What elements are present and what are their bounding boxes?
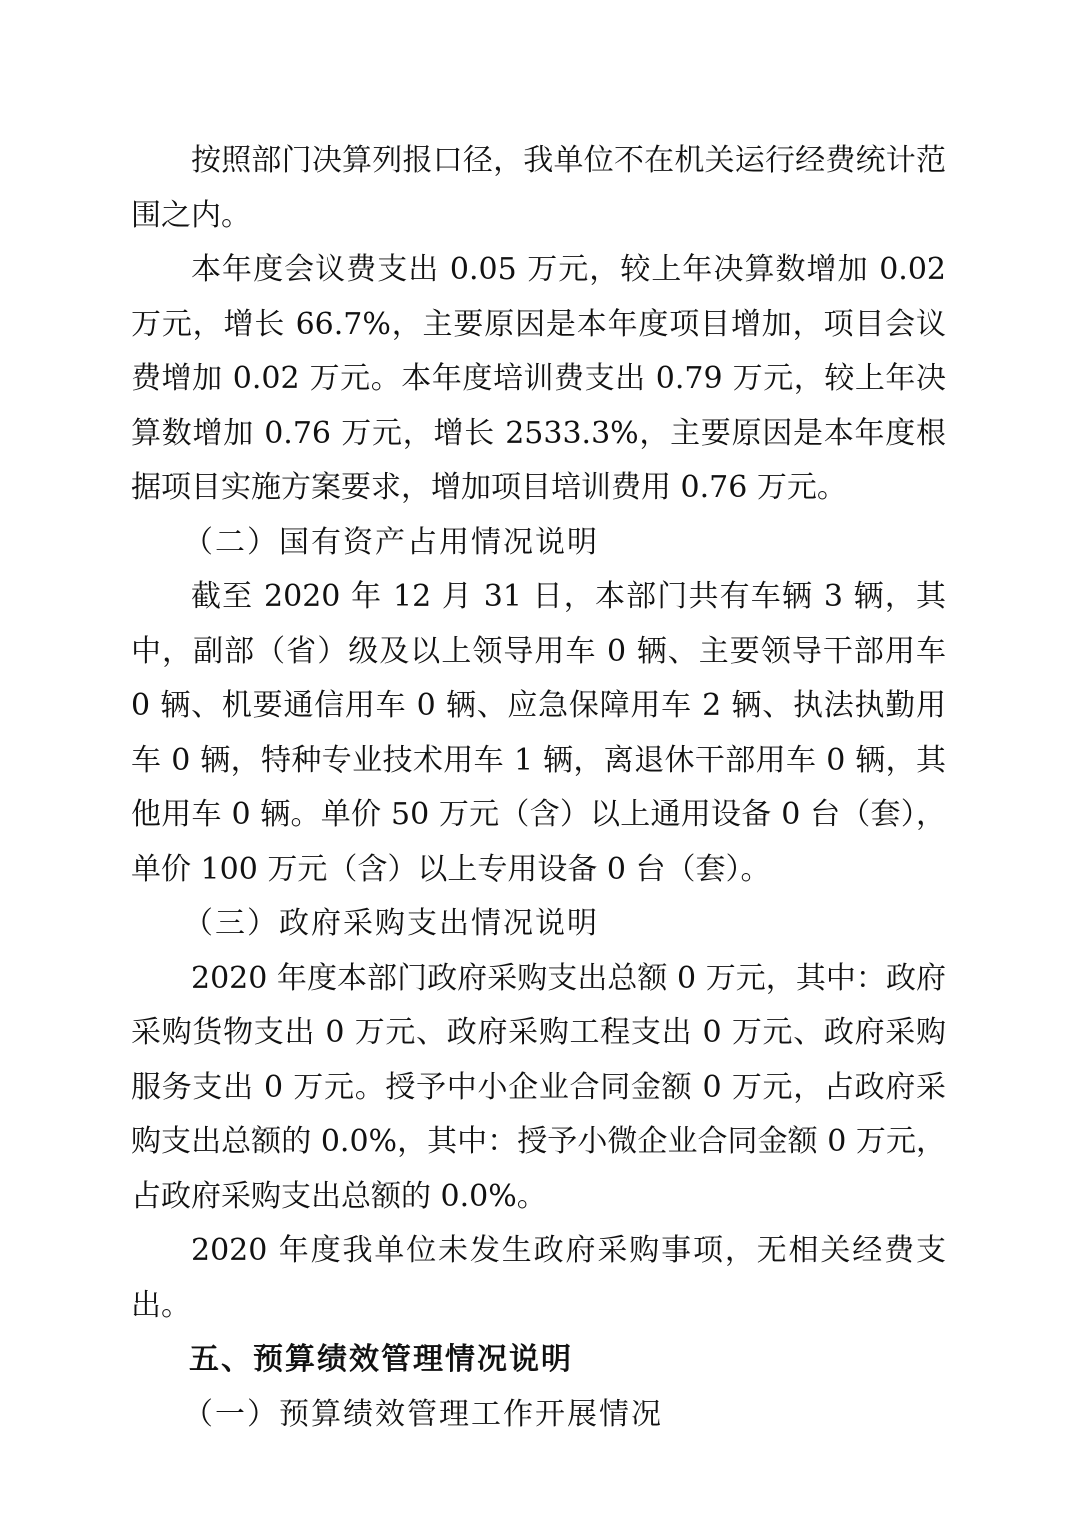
paragraph-admin-expenses: 按照部门决算列报口径，我单位不在机关运行经费统计范围之内。: [131, 143, 946, 233]
heading-performance-work: （一）预算绩效管理工作开展情况: [183, 1396, 663, 1432]
heading-procurement: （三）政府采购支出情况说明: [183, 906, 599, 941]
paragraph-no-procurement: 2020 年度我单位未发生政府采购事项，无相关经费支出。: [131, 1233, 946, 1323]
heading-budget-performance: 五、预算绩效管理情况说明: [189, 1342, 573, 1377]
paragraph-procurement-amounts: 2020 年度本部门政府采购支出总额 0 万元，其中：政府采购货物支出 0 万元、政府采购工程支出 0 万元、政府采购服务支出 0 万元。授予中小企业合同金额 0 万元，占政府采购支出总额的 0.0%，其中：授予小微企业合同金额 0 万元，占政府采购支出总额的 0.0%。: [131, 960, 946, 1214]
heading-state-assets: （二）国有资产占用情况说明: [183, 524, 599, 560]
document-body: [131, 134, 946, 1442]
paragraph-vehicles-equipment: 截至 2020 年 12 月 31 日，本部门共有车辆 3 辆，其中，副部（省）级及以上领导用车 0 辆、主要领导干部用车 0 辆、机要通信用车 0 辆、应急保障用车 2 辆、执法执勤用车 0 辆，特种专业技术用车 1 辆，离退休干部用车 0 辆，其他用车 0 辆。单价 50 万元（含）以上通用设备 0 台（套），单价 100 万元（含）以上专用设备 0 台（套）。: [131, 579, 946, 887]
paragraph-meeting-training-fees: 本年度会议费支出 0.05 万元，较上年决算数增加 0.02 万元，增长 66.7%，主要原因是本年度项目增加，项目会议费增加 0.02 万元。本年度培训费支出 0.79 万元，较上年决算数增加 0.76 万元，增长 2533.3%，主要原因是本年度根据项目实施方案要求，增加项目培训费用 0.76 万元。: [131, 252, 946, 505]
